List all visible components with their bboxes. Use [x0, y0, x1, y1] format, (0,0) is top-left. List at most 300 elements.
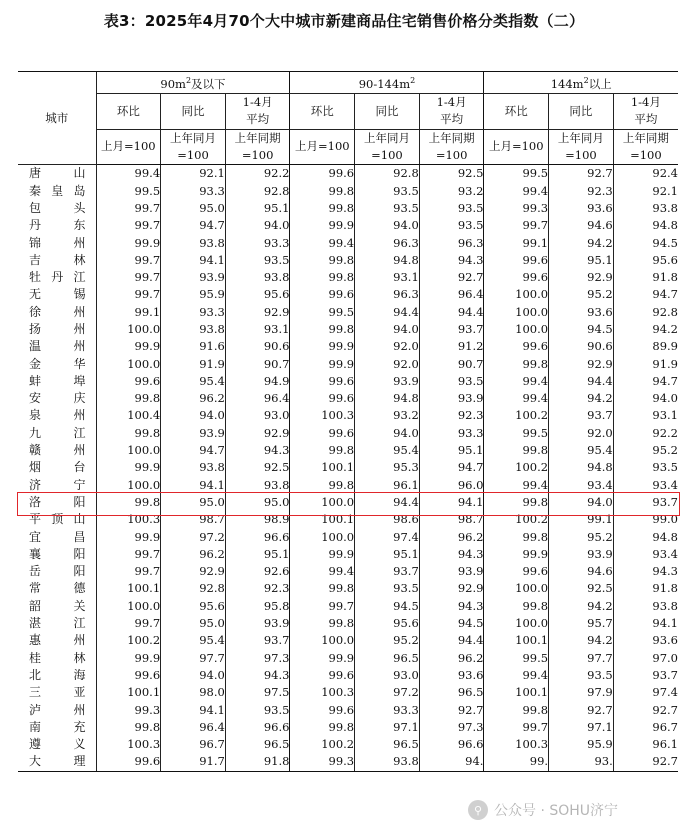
value-cell: 94.3: [225, 667, 290, 684]
search-icon: ⚲: [468, 800, 488, 820]
value-cell: 93.4: [613, 546, 678, 563]
value-cell: 100.2: [484, 511, 549, 528]
value-cell: 99.4: [484, 667, 549, 684]
value-cell: 92.3: [225, 580, 290, 597]
metric-header: 环比: [484, 94, 549, 130]
value-cell: 92.9: [549, 356, 614, 373]
value-cell: 99.7: [290, 598, 355, 615]
value-cell: 94.4: [355, 494, 420, 511]
value-cell: 93.5: [355, 580, 420, 597]
city-cell: 包头: [29, 200, 86, 215]
value-cell: 93.3: [225, 235, 290, 252]
value-cell: 92.8: [613, 304, 678, 321]
metric-header: 1-4月 平均: [225, 94, 290, 130]
value-cell: 92.1: [161, 165, 226, 183]
value-cell: 99.4: [484, 477, 549, 494]
value-cell: 97.2: [355, 684, 420, 701]
value-cell: 99.6: [484, 563, 549, 580]
value-cell: 93.9: [225, 615, 290, 632]
city-cell: 韶关: [29, 598, 86, 613]
value-cell: 96.1: [355, 477, 420, 494]
value-cell: 94.8: [613, 529, 678, 546]
value-cell: 99.7: [96, 286, 161, 303]
value-cell: 96.5: [225, 736, 290, 753]
table-row: [18, 702, 678, 719]
value-cell: 100.1: [96, 684, 161, 701]
city-cell: 锦州: [29, 235, 86, 250]
value-cell: 100.0: [96, 477, 161, 494]
value-cell: 90.6: [225, 338, 290, 355]
value-cell: 99.8: [290, 615, 355, 632]
value-cell: 92.1: [613, 183, 678, 200]
value-cell: 93.7: [355, 563, 420, 580]
value-cell: 92.3: [549, 183, 614, 200]
value-cell: 99.5: [484, 650, 549, 667]
value-cell: 99.9: [290, 356, 355, 373]
value-cell: 99.8: [484, 356, 549, 373]
value-cell: 100.0: [290, 494, 355, 511]
value-cell: 94.2: [549, 390, 614, 407]
value-cell: 94.5: [355, 598, 420, 615]
value-cell: 98.9: [225, 511, 290, 528]
table-row: [18, 321, 678, 338]
value-cell: 95.4: [161, 632, 226, 649]
value-cell: 93.1: [355, 269, 420, 286]
value-cell: 99.6: [484, 338, 549, 355]
value-cell: 94.3: [613, 563, 678, 580]
value-cell: 99.8: [96, 719, 161, 736]
value-cell: 92.7: [549, 702, 614, 719]
value-cell: 96.2: [419, 529, 484, 546]
value-cell: 100.3: [96, 736, 161, 753]
value-cell: 91.8: [613, 269, 678, 286]
value-cell: 99.6: [290, 165, 355, 183]
value-cell: 94.1: [161, 252, 226, 269]
group-header-small: $90m^2$及以下: [96, 72, 290, 94]
value-cell: 99.6: [96, 667, 161, 684]
value-cell: 94.6: [549, 563, 614, 580]
value-cell: 99.7: [96, 217, 161, 234]
value-cell: 99.9: [96, 235, 161, 252]
value-cell: 95.2: [613, 442, 678, 459]
value-cell: 93.5: [355, 200, 420, 217]
value-cell: 94.1: [613, 615, 678, 632]
value-cell: 100.2: [484, 459, 549, 476]
value-cell: 92.5: [225, 459, 290, 476]
table-row: [18, 338, 678, 355]
value-cell: 99.5: [484, 425, 549, 442]
table-row: [18, 252, 678, 269]
city-cell: 安庆: [29, 391, 86, 406]
value-cell: 99.7: [96, 615, 161, 632]
value-cell: 97.4: [355, 529, 420, 546]
table-row: [18, 165, 678, 183]
page-title: 表3：2025年4月70个大中城市新建商品住宅销售价格分类指数（二）: [103, 12, 585, 30]
value-cell: 94.7: [613, 286, 678, 303]
value-cell: 100.3: [290, 684, 355, 701]
value-cell: 92.0: [355, 338, 420, 355]
value-cell: 92.9: [419, 580, 484, 597]
value-cell: 93.5: [225, 252, 290, 269]
value-cell: 99.1: [549, 511, 614, 528]
value-cell: 98.7: [161, 511, 226, 528]
value-cell: 93.7: [225, 632, 290, 649]
value-cell: 93.2: [355, 407, 420, 424]
value-cell: 99.9: [96, 459, 161, 476]
value-cell: 99.3: [484, 200, 549, 217]
value-cell: 95.7: [549, 615, 614, 632]
value-cell: 94.0: [549, 494, 614, 511]
value-cell: 94.0: [355, 217, 420, 234]
city-cell: 岳阳: [29, 564, 86, 579]
value-cell: 99.9: [96, 529, 161, 546]
value-cell: 96.0: [419, 477, 484, 494]
table-row: [18, 667, 678, 684]
value-cell: 94.8: [355, 252, 420, 269]
value-cell: 90.7: [419, 356, 484, 373]
value-cell: 99.9: [96, 338, 161, 355]
table-row: [18, 459, 678, 476]
value-cell: 94.7: [419, 459, 484, 476]
value-cell: 100.1: [484, 632, 549, 649]
value-cell: 95.1: [225, 200, 290, 217]
value-cell: 100.0: [484, 615, 549, 632]
city-cell: 扬州: [29, 321, 86, 336]
value-cell: 93.3: [161, 183, 226, 200]
value-cell: 93.8: [355, 753, 420, 771]
value-cell: 96.3: [355, 235, 420, 252]
value-cell: 90.6: [549, 338, 614, 355]
value-cell: 100.2: [290, 736, 355, 753]
table-row: [18, 615, 678, 632]
value-cell: 94.7: [161, 217, 226, 234]
city-cell: 遵义: [29, 737, 86, 752]
value-cell: 99.9: [96, 650, 161, 667]
value-cell: 100.0: [484, 321, 549, 338]
value-cell: 99.6: [96, 373, 161, 390]
value-cell: 92.7: [549, 165, 614, 183]
table-row: [18, 632, 678, 649]
value-cell: 97.3: [419, 719, 484, 736]
value-cell: 99.8: [290, 183, 355, 200]
value-cell: 93.3: [355, 702, 420, 719]
value-cell: 99.9: [484, 546, 549, 563]
value-cell: 93.1: [613, 407, 678, 424]
city-cell: 蚌埠: [29, 373, 86, 388]
city-cell: 金华: [29, 356, 86, 371]
value-cell: 95.6: [613, 252, 678, 269]
value-cell: 92.9: [225, 425, 290, 442]
table-row: [18, 304, 678, 321]
table-row: [18, 580, 678, 597]
value-cell: 93.9: [549, 546, 614, 563]
value-cell: 96.3: [419, 235, 484, 252]
value-cell: 99.7: [96, 200, 161, 217]
value-cell: 99.6: [290, 425, 355, 442]
value-cell: 97.1: [355, 719, 420, 736]
value-cell: 99.9: [290, 338, 355, 355]
value-cell: 99.8: [290, 719, 355, 736]
value-cell: 100.0: [96, 598, 161, 615]
value-cell: 100.4: [96, 407, 161, 424]
value-cell: 99.: [484, 753, 549, 771]
value-cell: 95.0: [161, 200, 226, 217]
value-cell: 93.8: [161, 459, 226, 476]
value-cell: 92.4: [613, 165, 678, 183]
value-cell: 95.0: [225, 494, 290, 511]
value-cell: 94.2: [549, 632, 614, 649]
value-cell: 97.5: [225, 684, 290, 701]
base-header: 上年同期 =100: [419, 129, 484, 165]
value-cell: 93.8: [613, 200, 678, 217]
value-cell: 93.5: [419, 373, 484, 390]
city-cell: 北海: [29, 667, 86, 682]
value-cell: 93.8: [161, 235, 226, 252]
value-cell: 99.8: [484, 598, 549, 615]
value-cell: 92.8: [355, 165, 420, 183]
value-cell: 100.0: [96, 356, 161, 373]
value-cell: 93.2: [419, 183, 484, 200]
value-cell: 99.7: [96, 563, 161, 580]
value-cell: 94.4: [549, 373, 614, 390]
value-cell: 93.8: [225, 269, 290, 286]
value-cell: 96.2: [419, 650, 484, 667]
value-cell: 98.0: [161, 684, 226, 701]
value-cell: 93.6: [549, 304, 614, 321]
value-cell: 95.2: [549, 286, 614, 303]
value-cell: 98.7: [419, 511, 484, 528]
value-cell: 95.4: [549, 442, 614, 459]
value-cell: 91.8: [225, 753, 290, 771]
value-cell: 93.6: [613, 632, 678, 649]
city-cell: 襄阳: [29, 546, 86, 561]
value-cell: 100.0: [96, 442, 161, 459]
value-cell: 99.8: [484, 442, 549, 459]
watermark-text: 公众号 · SOHU济宁: [494, 803, 619, 819]
table-row: [18, 736, 678, 753]
value-cell: 99.4: [290, 235, 355, 252]
value-cell: 99.1: [484, 235, 549, 252]
table-row: [18, 529, 678, 546]
value-cell: 91.6: [161, 338, 226, 355]
value-cell: 95.2: [549, 529, 614, 546]
city-cell: 徐州: [29, 304, 86, 319]
value-cell: 99.8: [290, 321, 355, 338]
value-cell: 92.9: [161, 563, 226, 580]
base-header: 上年同月 =100: [161, 129, 226, 165]
value-cell: 93.5: [549, 667, 614, 684]
value-cell: 99.6: [484, 252, 549, 269]
city-cell: 牡丹江: [29, 270, 86, 285]
value-cell: 94.9: [225, 373, 290, 390]
city-cell: 吉林: [29, 252, 86, 267]
value-cell: 94.0: [355, 425, 420, 442]
value-cell: 90.7: [225, 356, 290, 373]
table-row: [18, 598, 678, 615]
value-cell: 93.5: [419, 217, 484, 234]
value-cell: 100.2: [484, 407, 549, 424]
value-cell: 97.2: [161, 529, 226, 546]
value-cell: 96.2: [161, 546, 226, 563]
city-cell: 桂林: [29, 650, 86, 665]
table-row: [18, 356, 678, 373]
value-cell: 99.8: [290, 269, 355, 286]
value-cell: 95.9: [161, 286, 226, 303]
value-cell: 99.8: [484, 529, 549, 546]
value-cell: 94.4: [419, 632, 484, 649]
city-cell: 赣州: [29, 443, 86, 458]
base-header: 上年同月 =100: [355, 129, 420, 165]
value-cell: 91.8: [613, 580, 678, 597]
value-cell: 99.1: [96, 304, 161, 321]
value-cell: 99.5: [96, 183, 161, 200]
value-cell: 92.0: [355, 356, 420, 373]
group-header-medium: $90-144m^2$: [290, 72, 484, 94]
table-row: [18, 425, 678, 442]
table-row: [18, 269, 678, 286]
value-cell: 97.3: [225, 650, 290, 667]
value-cell: 100.3: [96, 511, 161, 528]
table-row: [18, 183, 678, 200]
table-row: [18, 753, 678, 771]
base-header: 上月=100: [290, 129, 355, 165]
value-cell: 92.5: [549, 580, 614, 597]
base-header: 上年同期 =100: [225, 129, 290, 165]
city-cell: 常德: [29, 581, 86, 596]
value-cell: 100.0: [484, 286, 549, 303]
value-cell: 99.6: [96, 753, 161, 771]
city-cell: 济宁: [29, 477, 86, 492]
value-cell: 93.9: [161, 425, 226, 442]
table-row: [18, 546, 678, 563]
value-cell: 97.7: [549, 650, 614, 667]
table-row: [18, 286, 678, 303]
value-cell: 96.2: [161, 390, 226, 407]
value-cell: 100.1: [484, 684, 549, 701]
value-cell: 96.5: [419, 684, 484, 701]
value-cell: 92.0: [549, 425, 614, 442]
city-cell: 南充: [29, 719, 86, 734]
value-cell: 99.3: [96, 702, 161, 719]
value-cell: 95.6: [225, 286, 290, 303]
value-cell: 92.7: [419, 702, 484, 719]
value-cell: 93.0: [225, 407, 290, 424]
value-cell: 96.6: [225, 719, 290, 736]
value-cell: 89.9: [613, 338, 678, 355]
value-cell: 94.5: [549, 321, 614, 338]
value-cell: 94.4: [355, 304, 420, 321]
value-cell: 94.0: [161, 667, 226, 684]
value-cell: 93.6: [419, 667, 484, 684]
value-cell: 99.8: [290, 442, 355, 459]
value-cell: 92.3: [419, 407, 484, 424]
value-cell: 96.7: [613, 719, 678, 736]
table-row: [18, 217, 678, 234]
value-cell: 100.2: [96, 632, 161, 649]
value-cell: 93.3: [419, 425, 484, 442]
value-cell: 95.6: [355, 615, 420, 632]
value-cell: 94.1: [161, 702, 226, 719]
value-cell: 91.7: [161, 753, 226, 771]
value-cell: 93.7: [549, 407, 614, 424]
value-cell: 93.9: [355, 373, 420, 390]
value-cell: 100.0: [290, 632, 355, 649]
value-cell: 93.1: [225, 321, 290, 338]
city-cell: 丹东: [29, 218, 86, 233]
city-column-header: 城市: [18, 72, 96, 165]
city-cell: 洛阳: [29, 494, 86, 509]
value-cell: 99.0: [613, 511, 678, 528]
base-header: 上月=100: [96, 129, 161, 165]
value-cell: 99.7: [96, 546, 161, 563]
value-cell: 94.5: [613, 235, 678, 252]
metric-header: 同比: [549, 94, 614, 130]
value-cell: 96.1: [613, 736, 678, 753]
city-cell: 唐山: [29, 166, 86, 181]
value-cell: 95.1: [549, 252, 614, 269]
value-cell: 100.3: [290, 407, 355, 424]
value-cell: 94.7: [161, 442, 226, 459]
value-cell: 99.6: [290, 702, 355, 719]
value-cell: 99.7: [96, 252, 161, 269]
value-cell: 99.8: [96, 494, 161, 511]
table-row: [18, 373, 678, 390]
value-cell: 95.4: [161, 373, 226, 390]
value-cell: 96.4: [225, 390, 290, 407]
base-header: 上年同月 =100: [549, 129, 614, 165]
value-cell: 99.9: [290, 650, 355, 667]
value-cell: 96.6: [419, 736, 484, 753]
table-row: [18, 235, 678, 252]
value-cell: 99.8: [484, 702, 549, 719]
value-cell: 98.6: [355, 511, 420, 528]
value-cell: 99.4: [290, 563, 355, 580]
metric-header: 环比: [290, 94, 355, 130]
value-cell: 94.3: [419, 252, 484, 269]
metric-header: 同比: [355, 94, 420, 130]
value-cell: 93.: [549, 753, 614, 771]
value-cell: 95.6: [161, 598, 226, 615]
value-cell: 99.7: [484, 719, 549, 736]
city-cell: 三亚: [29, 685, 86, 700]
value-cell: 99.8: [96, 390, 161, 407]
value-cell: 99.4: [484, 390, 549, 407]
metric-header: 环比: [96, 94, 161, 130]
value-cell: 94.3: [225, 442, 290, 459]
value-cell: 93.7: [613, 494, 678, 511]
value-cell: 96.4: [161, 719, 226, 736]
value-cell: 93.5: [613, 459, 678, 476]
table-row: [18, 442, 678, 459]
value-cell: 95.1: [419, 442, 484, 459]
value-cell: 93.9: [161, 269, 226, 286]
value-cell: 99.6: [290, 667, 355, 684]
value-cell: 96.3: [355, 286, 420, 303]
value-cell: 94.7: [613, 373, 678, 390]
value-cell: 95.8: [225, 598, 290, 615]
base-header: 上年同期 =100: [613, 129, 678, 165]
value-cell: 94.: [419, 753, 484, 771]
value-cell: 92.7: [419, 269, 484, 286]
value-cell: 94.8: [613, 217, 678, 234]
value-cell: 94.6: [549, 217, 614, 234]
value-cell: 91.9: [161, 356, 226, 373]
value-cell: 95.9: [549, 736, 614, 753]
value-cell: 99.5: [290, 304, 355, 321]
city-cell: 大理: [18, 753, 96, 771]
table-row: [18, 200, 678, 217]
city-cell: 温州: [29, 339, 86, 354]
